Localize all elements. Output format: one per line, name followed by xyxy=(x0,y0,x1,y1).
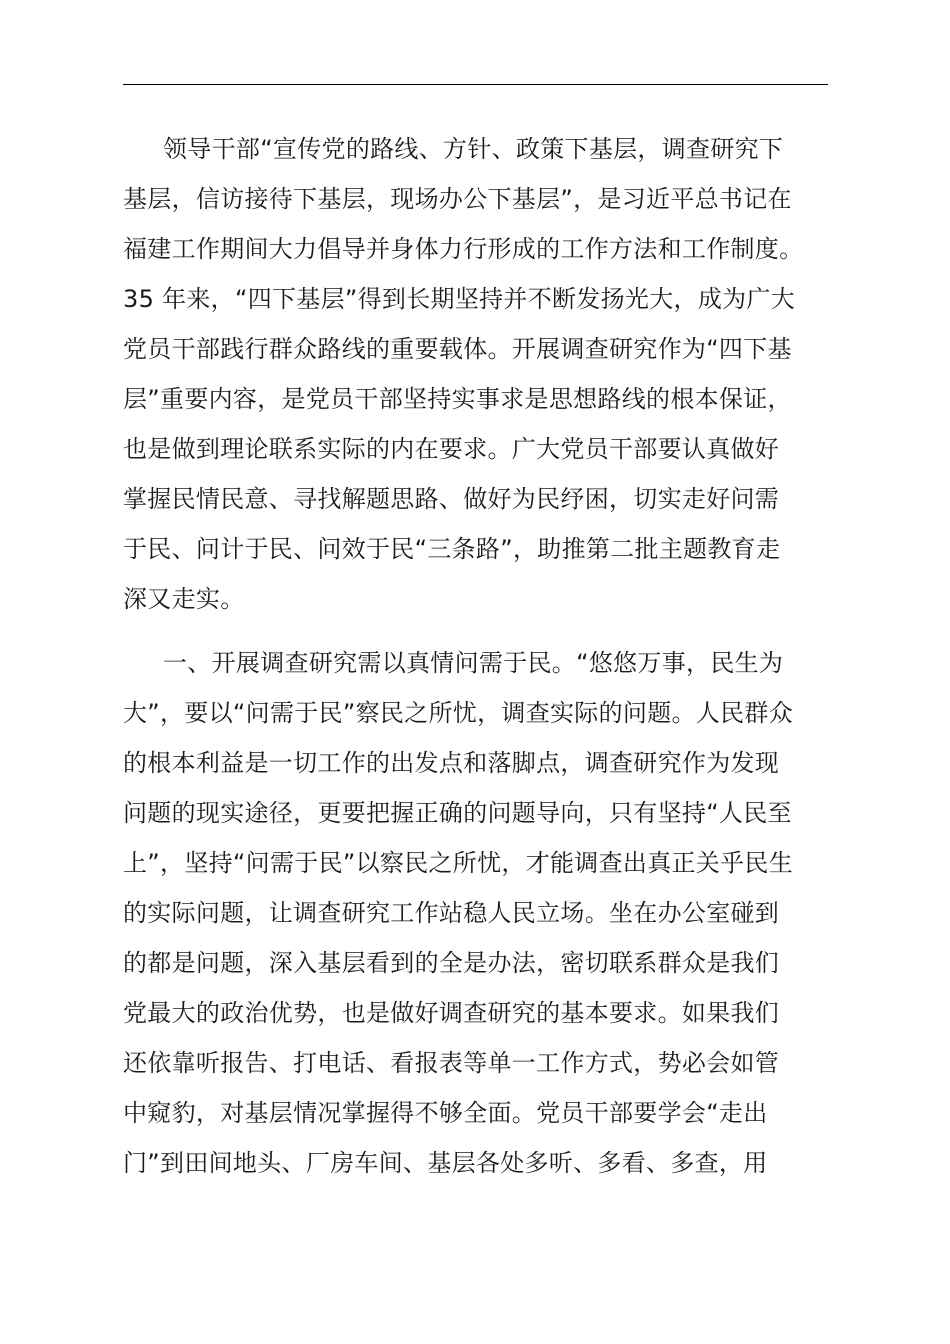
text-line: 还依靠听报告、打电话、看报表等单一工作方式，势必会如管 xyxy=(123,1049,780,1077)
text-line: 基层，信访接待下基层，现场办公下基层”，是习近平总书记在 xyxy=(123,185,792,213)
paragraph-2 xyxy=(123,638,843,1188)
text-line: 中窥豹，对基层情况掌握得不够全面。党员干部要学会“走出 xyxy=(123,1099,768,1127)
text-line: 领导干部“宣传党的路线、方针、政策下基层，调查研究下 xyxy=(163,135,784,163)
text-line: 福建工作期间大力倡导并身体力行形成的工作方法和工作制度。 xyxy=(123,235,804,263)
text-line: 掌握民情民意、寻找解题思路、做好为民纾困，切实走好问需 xyxy=(123,485,780,513)
text-line: 门”到田间地头、厂房车间、基层各处多听、多看、多查，用 xyxy=(123,1149,768,1177)
text-line: 层”重要内容，是党员干部坚持实事求是思想路线的根本保证， xyxy=(123,385,792,413)
text-line: 上”，坚持“问需于民”以察民之所忧，才能调查出真正关乎民生 xyxy=(123,849,793,877)
text-line: 大”，要以“问需于民”察民之所忧，调查实际的问题。人民群众 xyxy=(123,699,793,727)
text-line: 于民、问计于民、问效于民“三条路”，助推第二批主题教育走 xyxy=(123,535,781,563)
text-line: 一、开展调查研究需以真情问需于民。“悠悠万事，民生为 xyxy=(163,649,784,677)
text-line: 35 年来，“四下基层”得到长期坚持并不断发扬光大，成为广大 xyxy=(123,285,796,313)
text-line: 的根本利益是一切工作的出发点和落脚点，调查研究作为发现 xyxy=(123,749,780,777)
text-line: 问题的现实途径，更要把握正确的问题导向，只有坚持“人民至 xyxy=(123,799,792,827)
header-rule xyxy=(123,84,828,85)
text-line: 党员干部践行群众路线的重要载体。开展调查研究作为“四下基 xyxy=(123,335,792,363)
text-line: 的都是问题，深入基层看到的全是办法，密切联系群众是我们 xyxy=(123,949,780,977)
text-line: 深又走实。 xyxy=(123,585,245,613)
text-line: 也是做到理论联系实际的内在要求。广大党员干部要认真做好 xyxy=(123,435,780,463)
paragraph-1 xyxy=(123,124,843,624)
text-line: 的实际问题，让调查研究工作站稳人民立场。坐在办公室碰到 xyxy=(123,899,780,927)
text-line: 党最大的政治优势，也是做好调查研究的基本要求。如果我们 xyxy=(123,999,780,1027)
paragraph-spacer xyxy=(123,624,843,638)
document-body xyxy=(123,124,843,1188)
